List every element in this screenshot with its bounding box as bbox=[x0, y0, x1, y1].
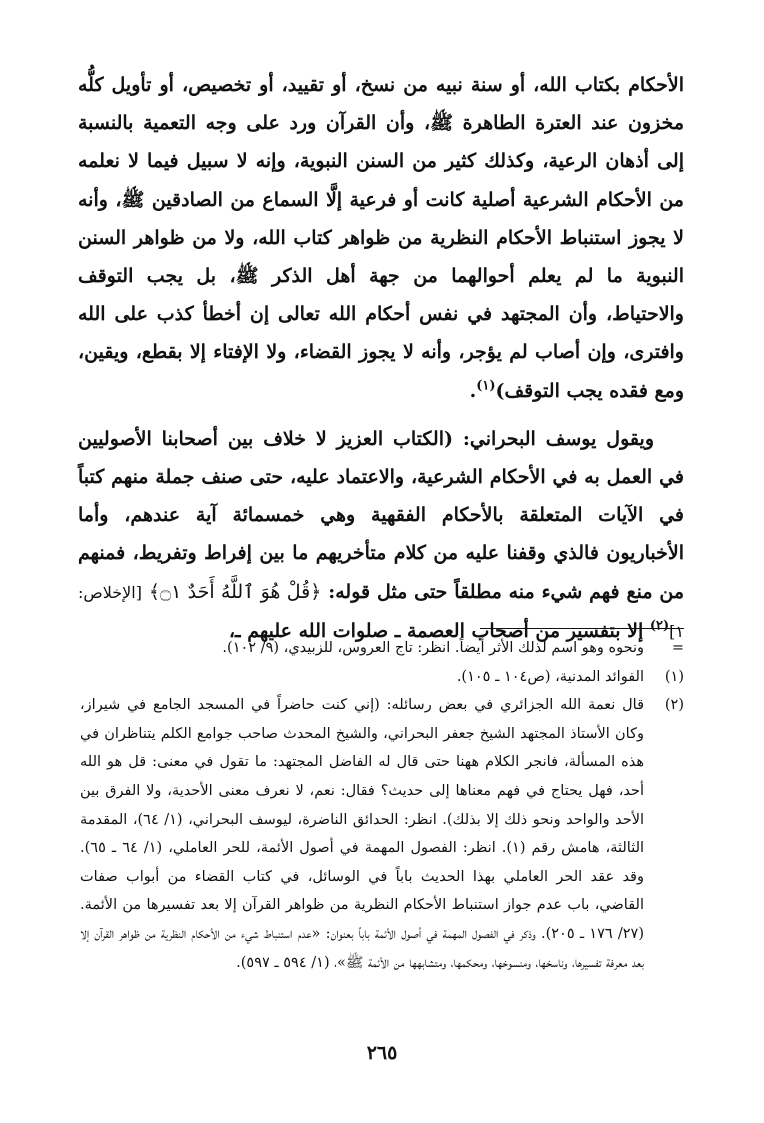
verse-citation: [الإخلاص: ١] bbox=[78, 582, 684, 641]
quran-verse: ﴿قُلْ هُوَ ٱللَّهُ أَحَدٌ ۝١﴾ bbox=[148, 580, 322, 603]
footnote-2-text: قال نعمة الله الجزائري في بعض رسائله: (إني كنت حاضراً في المسجد الجامع في شيراز، وكان الأستاذ المجتهد الشيخ جعفر البحراني، والشيخ المحدث صاحب جوامع الكلم يتناظران في هذه المسألة، فانجر الكلام ههنا حتى قال له الفاضل المجتهد: ما تقول في معنى: قل هو الله أحد، فهل يحتاج في فهم معناها إلى حديث؟ فقال: نعم، لا نعرف معنى الأحدية، ولا الفرق بين الأحد والواحد ونحو ذلك إلا بذلك). انظر: الحدائق الناضرة، ليوسف البحراني، (١/ ٦٤)، المقدمة الثالثة، هامش رقم (١). انظر: الفصول المهمة في أصول الأئمة، للحر العاملي، (١/ ٦٤ ـ ٦٥). وقد عقد الحر العاملي بهذا الحديث باباً في الوسائل، في كتاب القضاء من أبواب صفات القاضي، باب عدم جواز استنباط الأحكام النظرية من ظواهر القرآن إلا بعد تفسيرها من الأئمة. (٢٧/ ١٧٦ ـ ٢٠٥). وذكر في الفصول المهمة في أصول الأئمة باباً بعنوان: «عدم استنباط شيء من الأحكام النظرية من ظواهر القرآن إلا بعد معرفة تفسيرها، وناسخها، ومنسوخها، ومحكمها، ومتشابهها من الأئمة ﷺ»، (١/ ٥٩٤ ـ ٥٩٧). bbox=[80, 697, 645, 971]
paragraph-2-continuation: إلا بتفسير من أصحاب العصمة ـ صلوات الله عليهم ـ، bbox=[228, 619, 644, 642]
footnote-separator bbox=[480, 628, 684, 629]
paragraph-1 bbox=[78, 66, 684, 410]
footnote-ref-2: (٢) bbox=[649, 618, 670, 634]
footnote-ref-1: (١) bbox=[476, 378, 496, 394]
main-text bbox=[78, 66, 684, 651]
footnote-1-text: الفوائد المدنية، (ص١٠٤ ـ ١٠٥). bbox=[456, 668, 644, 685]
footnote-2-number: (٢) bbox=[664, 697, 684, 714]
footnote-2 bbox=[80, 691, 684, 977]
footnote-1 bbox=[80, 663, 684, 692]
footnote-1-number: (١) bbox=[664, 668, 684, 685]
paragraph-1-end: . bbox=[469, 379, 477, 402]
paragraph-2 bbox=[78, 420, 684, 651]
footnotes bbox=[80, 634, 684, 977]
paragraph-2-text: ويقول يوسف البحراني: (الكتاب العزيز لا خلاف بين أصحابنا الأصوليين في العمل به في الأحكام الشرعية، والاعتماد عليه، حتى صنف جملة منهم كتباً في الآيات المتعلقة بالأحكام الفقهية وهي خمسمائة آية عندهم، وأما الأخباريون فالذي وقفنا عليه من كلام متأخريهم ما بين إفراط وتفريط، فمنهم من منع فهم شيء منه مطلقاً حتى مثل قوله: bbox=[78, 427, 684, 603]
paragraph-1-text: الأحكام بكتاب الله، أو سنة نبيه من نسخ، أو تقييد، أو تخصيص، أو تأويل كلُّه مخزون عند العترة الطاهرة ﷺ، وأن القرآن ورد على وجه التعمية بالنسبة إلى أذهان الرعية، وكذلك كثير من السنن النبوية، وإنه لا سبيل فيما لا نعلمه من الأحكام الشرعية أصلية كانت أو فرعية إلَّا السماع من الصادقين ﷺ، وأنه لا يجوز استنباط الأحكام النظرية من ظواهر كتاب الله، ولا من ظواهر السنن النبوية ما لم يعلم أحوالهما من جهة أهل الذكر ﷺ، بل يجب التوقف والاحتياط، وأن المجتهد في نفس أحكام الله تعالى إن أخطأ كذب على الله وافترى، وإن أصاب لم يؤجر، وأنه لا يجوز القضاء، ولا الإفتاء إلا بقطع، ويقين، ومع فقده يجب التوقف) bbox=[78, 74, 684, 402]
footnote-continuation-text: ونحوه وهو اسم لذلك الأثر أيضاً. انظر: تاج العروس، للزبيدي، (٩/ ١٠٢). bbox=[222, 640, 644, 656]
footnote-continuation bbox=[80, 634, 684, 663]
continuation-mark: = bbox=[671, 640, 684, 656]
page-number: ٢٦٥ bbox=[366, 1042, 398, 1064]
